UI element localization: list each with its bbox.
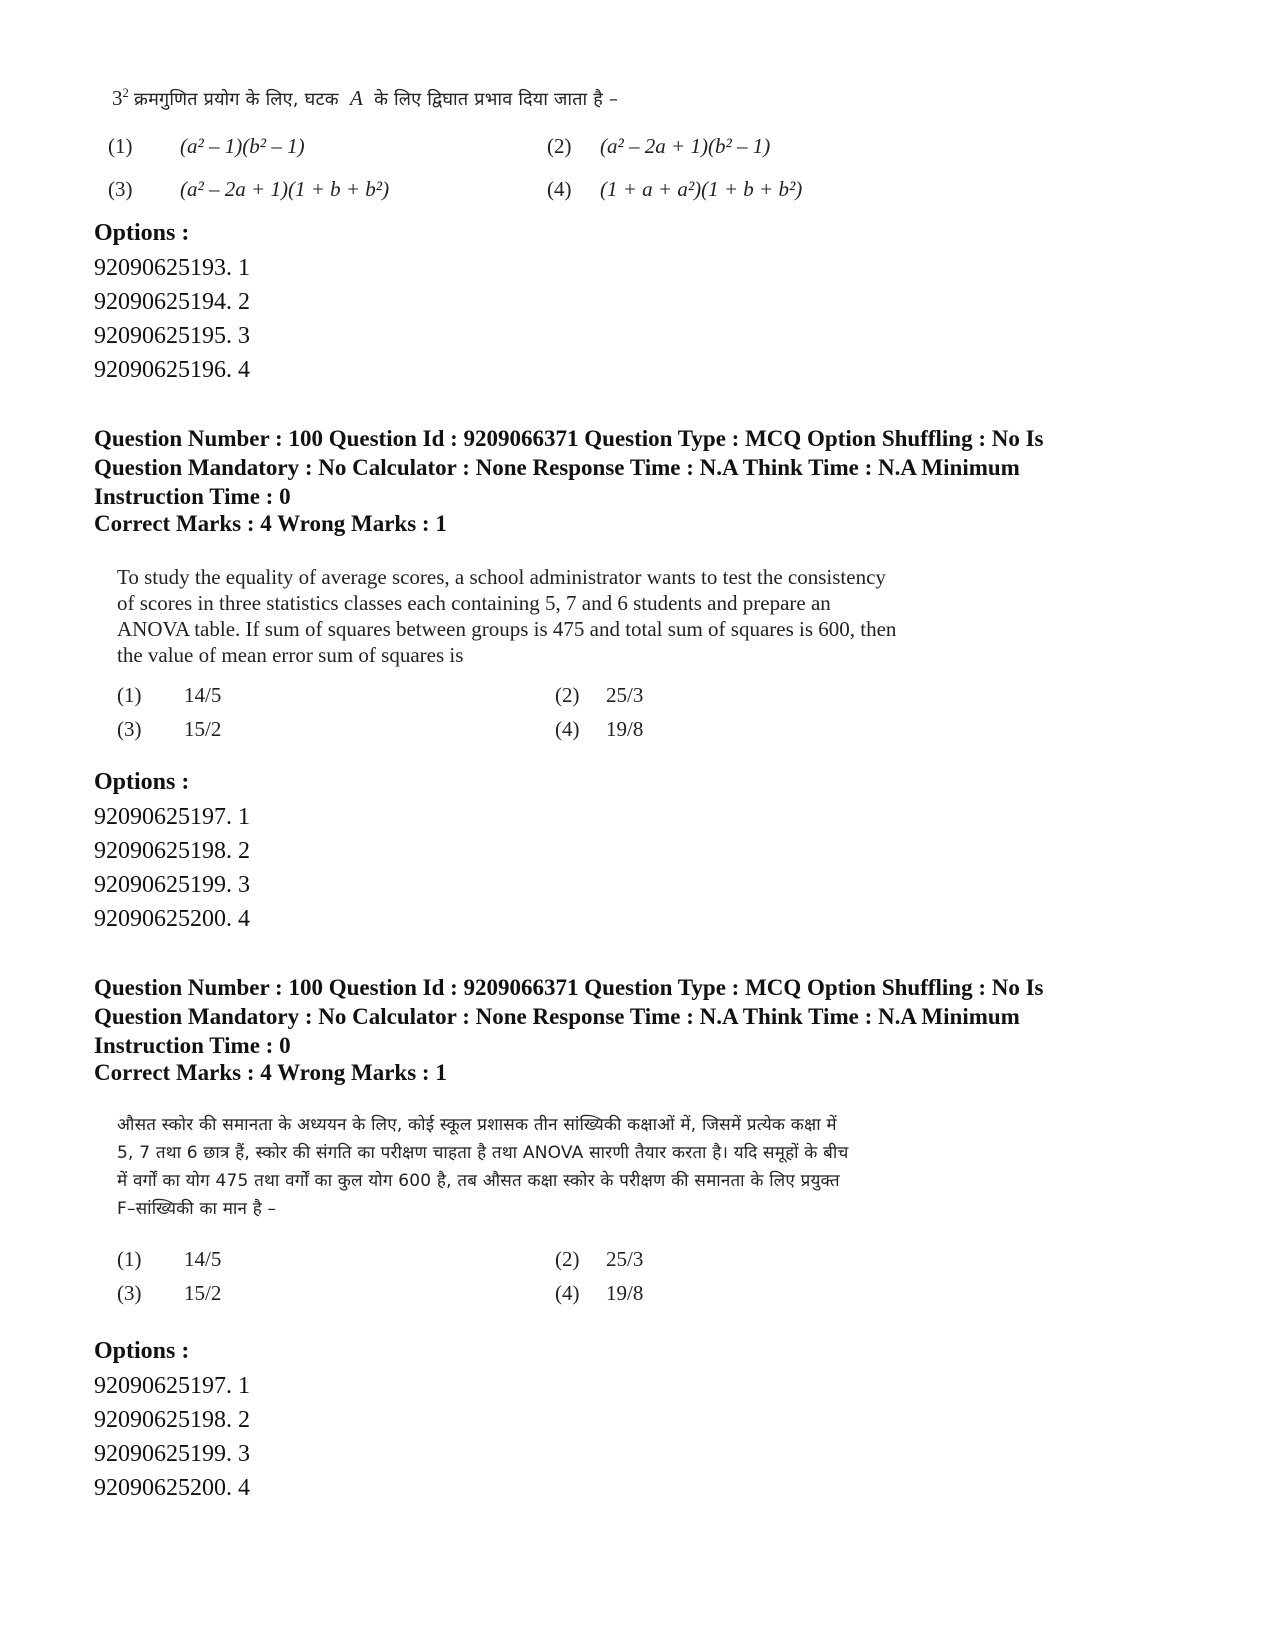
choice-expression: (a² – 1)(b² – 1)	[180, 134, 305, 158]
question-text-hindi	[117, 1111, 1007, 1223]
choice-number: (3)	[117, 1281, 142, 1305]
choice-number: (1)	[117, 1247, 142, 1271]
question-line: में वर्गों का योग 475 तथा वर्गों का कुल योग 600 है, तब औसत कक्षा स्कोर के परीक्षण की समानता के लिए प्रयुक्त	[117, 1171, 840, 1191]
choice-number: (2)	[555, 1247, 580, 1271]
choice-number: (2)	[547, 134, 572, 158]
options-list	[94, 1369, 250, 1505]
choice-number: (1)	[108, 134, 133, 158]
choice-value: 25/3	[606, 1247, 644, 1271]
choice-number: (3)	[108, 177, 133, 201]
choice-number: (4)	[547, 177, 572, 201]
option-item: 92090625199. 3	[94, 872, 250, 898]
option-item: 92090625197. 1	[94, 1373, 250, 1399]
option-item: 92090625195. 3	[94, 323, 250, 349]
stem-text-a: क्रमगुणित प्रयोग के लिए, घटक	[134, 89, 339, 110]
choice-expression: (a² – 2a + 1)(1 + b + b²)	[180, 177, 390, 201]
choice-value: 15/2	[184, 717, 222, 741]
option-item: 92090625199. 3	[94, 1441, 250, 1467]
question-line: औसत स्कोर की समानता के अध्ययन के लिए, कोई स्कूल प्रशासक तीन सांख्यिकी कक्षाओं में, जिसमें प्रत्येक कक्षा में	[117, 1115, 837, 1135]
question-line: of scores in three statistics classes each containing 5, 7 and 6 students and prepare an	[117, 591, 831, 615]
choice-expression: (a² – 2a + 1)(b² – 1)	[600, 134, 771, 158]
choice-number: (2)	[555, 683, 580, 707]
options-heading: Options :	[94, 769, 190, 795]
option-item: 92090625193. 1	[94, 255, 250, 281]
options-list	[94, 800, 250, 936]
choice-value: 25/3	[606, 683, 644, 707]
stem-base: 3	[112, 86, 123, 110]
options-heading: Options :	[94, 220, 190, 246]
option-item: 92090625200. 4	[94, 906, 250, 932]
option-item: 92090625197. 1	[94, 804, 250, 830]
choice-value: 19/8	[606, 717, 644, 741]
question-stem-hindi	[112, 80, 618, 113]
question-line: the value of mean error sum of squares is	[117, 643, 464, 667]
stem-text-b: के लिए द्विघात प्रभाव दिया जाता है –	[374, 89, 619, 110]
marks-line: Correct Marks : 4 Wrong Marks : 1	[94, 511, 447, 536]
options-heading: Options :	[94, 1338, 190, 1364]
option-item: 92090625198. 2	[94, 838, 250, 864]
stem-exponent: 2	[122, 86, 129, 100]
choice-value: 15/2	[184, 1281, 222, 1305]
option-item: 92090625194. 2	[94, 289, 250, 315]
choice-number: (4)	[555, 1281, 580, 1305]
choice-value: 19/8	[606, 1281, 644, 1305]
choice-value: 14/5	[184, 1247, 222, 1271]
question-meta: Question Number : 100 Question Id : 9209066371 Question Type : MCQ Option Shuffling : No Is Question Mandatory : No Calculator : None Response Time : N.A Think Time : N.A Minimum Instruction Time : 0	[94, 975, 1044, 1058]
option-item: 92090625200. 4	[94, 1475, 250, 1501]
question-meta: Question Number : 100 Question Id : 9209066371 Question Type : MCQ Option Shuffling : No Is Question Mandatory : No Calculator : None Response Time : N.A Think Time : N.A Minimum Instruction Time : 0	[94, 426, 1044, 509]
option-item: 92090625198. 2	[94, 1407, 250, 1433]
question-line: 5, 7 तथा 6 छात्र हैं, स्कोर की संगति का परीक्षण चाहता है तथा ANOVA सारणी तैयार करता है। यदि समूहों के बीच	[117, 1143, 849, 1163]
options-list	[94, 251, 250, 387]
stem-variable: A	[350, 86, 363, 110]
choice-expression: (1 + a + a²)(1 + b + b²)	[600, 177, 803, 201]
option-item: 92090625196. 4	[94, 357, 250, 383]
choice-number: (1)	[117, 683, 142, 707]
choice-number: (4)	[555, 717, 580, 741]
marks-line: Correct Marks : 4 Wrong Marks : 1	[94, 1060, 447, 1085]
question-line: F–सांख्यिकी का मान है –	[117, 1199, 277, 1219]
question-line: ANOVA table. If sum of squares between groups is 475 and total sum of squares is 600, then	[117, 617, 897, 641]
choice-number: (3)	[117, 717, 142, 741]
question-line: To study the equality of average scores, a school administrator wants to test the consistency	[117, 565, 886, 589]
choice-value: 14/5	[184, 683, 222, 707]
question-text	[117, 564, 1002, 668]
